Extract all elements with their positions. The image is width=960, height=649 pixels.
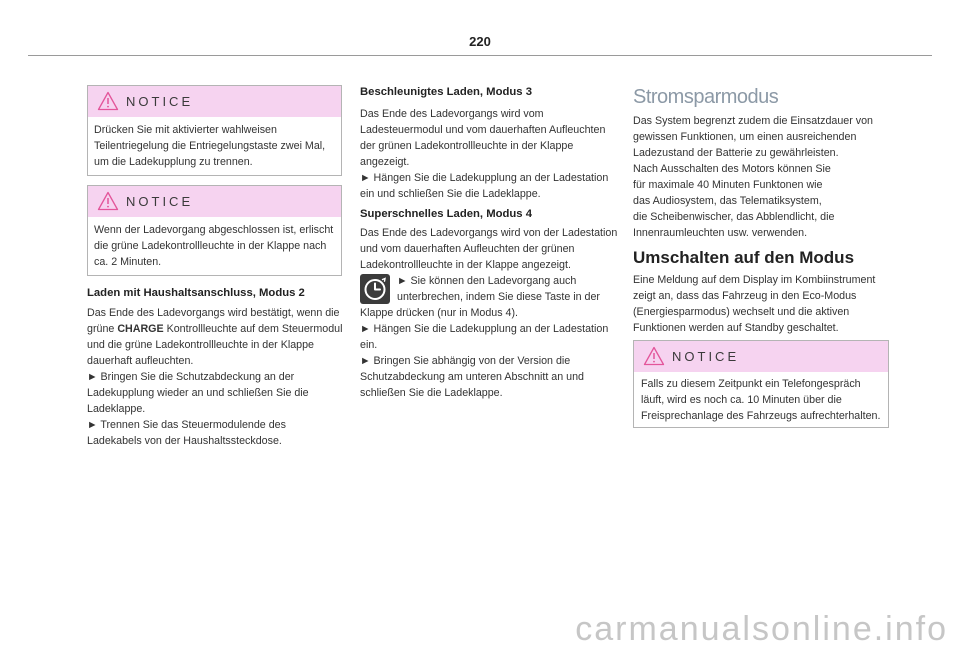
watermark: carmanualsonline.info: [575, 610, 948, 648]
bullet-item: ► Bringen Sie die Schutzabdeckung an der Ladekupplung wieder an und schließen Sie die Ladeklappe.: [87, 371, 309, 415]
bullet-item: ► Hängen Sie die Ladekupplung an der Ladestation ein.: [360, 323, 609, 351]
bullet-text: ► Sie können den Ladevorgang auch unterbrechen, indem Sie diese Taste in der Klappe drücken (nur in Modus 4).: [360, 275, 600, 319]
paragraph-text: Das Ende des Ladevorgangs wird bestätigt, wenn die grüne: [87, 307, 340, 335]
section-title: Stromsparmodus: [633, 86, 779, 108]
bullet-item: ► Trennen Sie das Steuermodulende des Ladekabels von der Haushaltssteckdose.: [87, 419, 286, 447]
warning-triangle-icon: [643, 346, 665, 366]
notice-header: [88, 186, 341, 217]
notice-header: [634, 341, 888, 372]
paragraph: Das Ende des Ladevorgangs wird von der Ladestation und vom dauerhaften Aufleuchten der grünen Ladekontrollleuchte in der Klappe angezeigt.: [360, 227, 618, 271]
notice-body: Drücken Sie mit aktivierter wahlweisen Teilentriegelung die Entriegelungstaste zwei Mal, um die Ladekupplung zu trennen.: [94, 124, 326, 168]
charge-label: CHARGE: [117, 323, 164, 335]
notice-label: NOTICE: [672, 349, 740, 364]
notice-header: [88, 86, 341, 117]
warning-triangle-icon: [97, 191, 119, 211]
notice-box: [87, 185, 342, 276]
warning-triangle-icon: [97, 91, 119, 111]
energy-saving-content: [633, 113, 889, 241]
paragraph-text: Kontrollleuchte auf dem Steuermodul und die grüne Ladekontrollleuchte in der Klappe dauerhaft aufleuchten.: [87, 323, 343, 367]
paragraph: [87, 305, 342, 369]
notice-body: Falls zu diesem Zeitpunkt ein Telefongespräch läuft, wird es noch ca. 10 Minuten über die Freisprechanlage des Fahrzeugs aufrechterhalten.: [641, 378, 881, 422]
notice-body: Wenn der Ladevorgang abgeschlossen ist, erlischt die grüne Ladekontrollleuchte in der Klappe nach ca. 2 Minuten.: [94, 224, 334, 268]
notice-box: [87, 85, 342, 176]
header-divider: [28, 55, 932, 56]
notice-box: [633, 340, 889, 428]
mode-4-content: [360, 225, 616, 401]
paragraph: Das System begrenzt zudem die Einsatzdauer von gewissen Funktionen, um einen ausreichenden Ladezustand der Batterie zu gewährleisten.: [633, 115, 873, 159]
notice-label: NOTICE: [126, 94, 194, 109]
section-heading-mode-2: Laden mit Haushaltsanschluss, Modus 2: [87, 287, 305, 299]
page-number: 220: [469, 34, 491, 49]
notice-label: NOTICE: [126, 194, 194, 209]
mode-2-content: [87, 305, 342, 449]
paragraph: Eine Meldung auf dem Display im Kombiinstrument zeigt an, dass das Fahrzeug in den Eco-Modus (Energiesparmodus) wechselt und die aktiven Funktionen werden auf Standby geschaltet.: [633, 274, 876, 334]
bullet-item-with-icon: [360, 273, 616, 321]
bullet-item: ► Hängen Sie die Ladekupplung an der Ladestation ein und schließen Sie die Ladeklappe.: [360, 172, 609, 200]
bullet-item: ► Bringen Sie abhängig von der Version die Schutzabdeckung am unteren Abschnitt an und schließen Sie die Ladeklappe.: [360, 355, 584, 399]
section-heading-mode-3: Beschleunigtes Laden, Modus 3: [360, 86, 532, 98]
paragraph: Nach Ausschalten des Motors können Sie für maximale 40 Minuten Funktonen wie das Audiosystem, das Telematiksystem, die Scheibenwischer, das Abblendlicht, die Innenraumleuchten usw. verwenden.: [633, 163, 835, 239]
paragraph: Das Ende des Ladevorgangs wird vom Ladesteuermodul und vom dauerhaften Aufleuchten der grünen Ladekontrollleuchte in der Klappe angezeigt.: [360, 108, 606, 168]
subsection-title: Umschalten auf den Modus: [633, 248, 855, 267]
section-heading-mode-4: Superschnelles Laden, Modus 4: [360, 208, 533, 220]
clock-button-icon: [360, 274, 390, 304]
mode-3-content: [360, 106, 616, 202]
switch-mode-content: [633, 272, 889, 336]
